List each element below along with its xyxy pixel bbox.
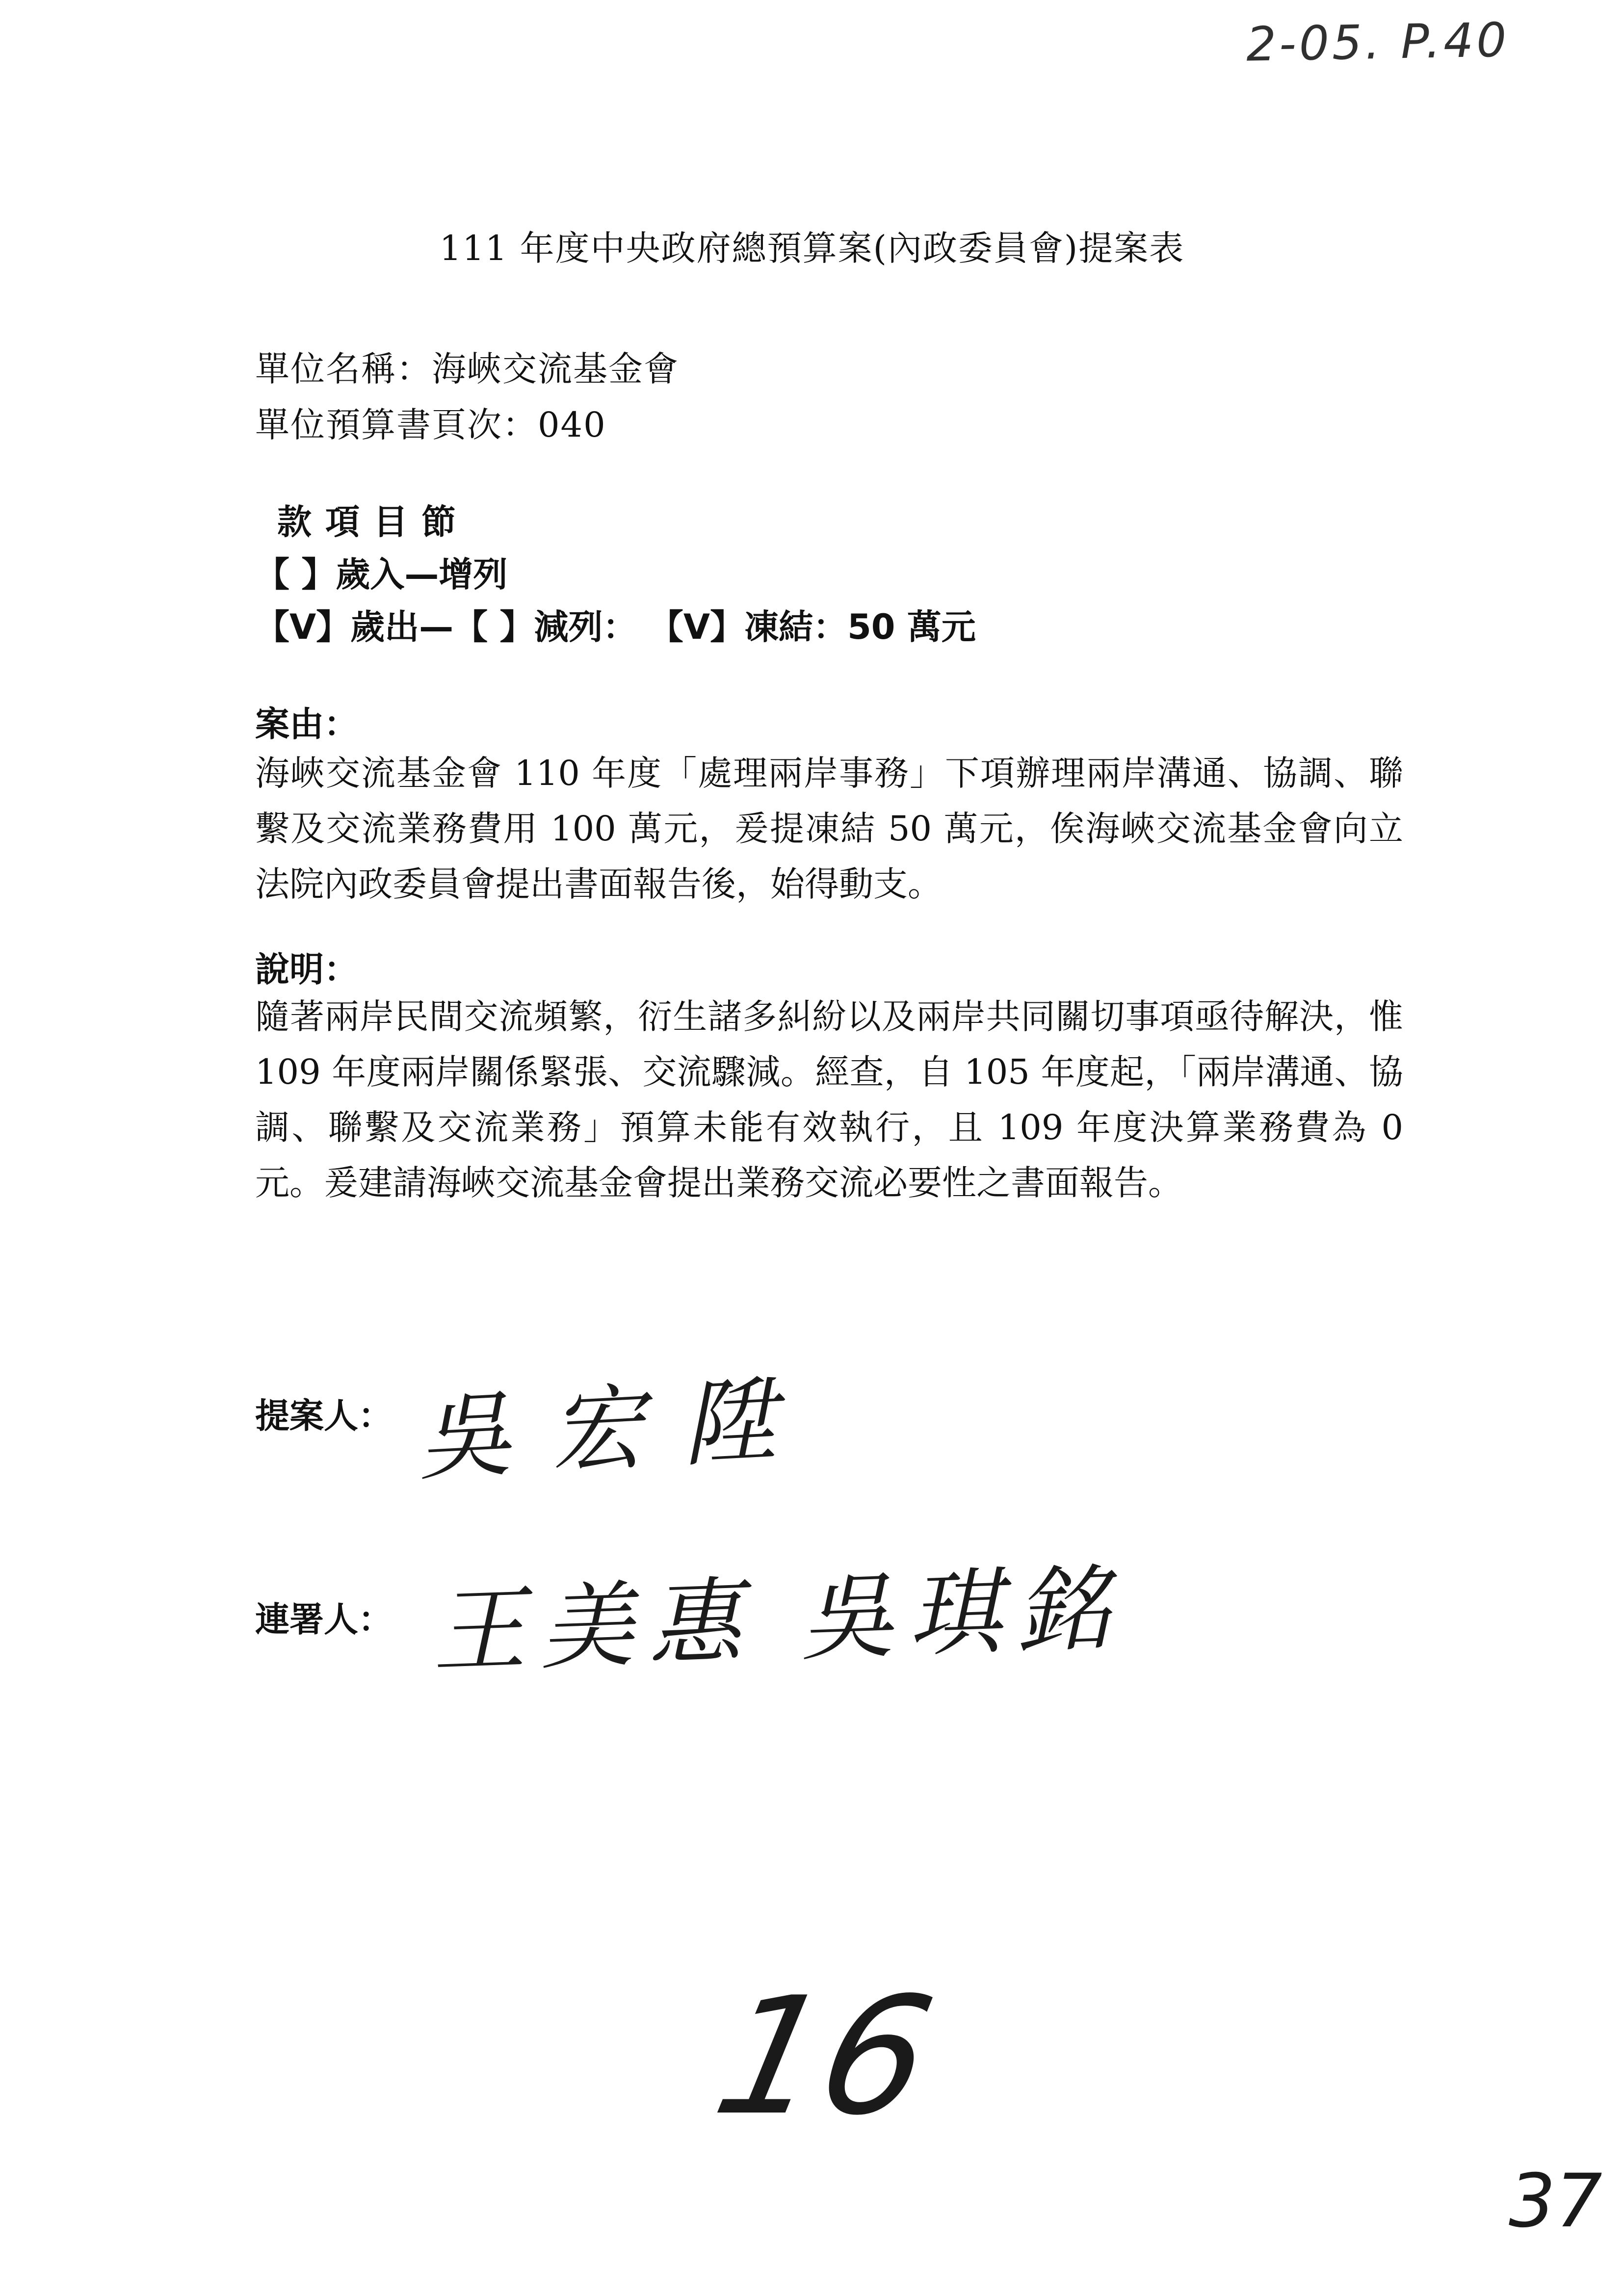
item-section-heading: 款項目節 <box>277 502 470 542</box>
unit-name: 單位名稱：海峽交流基金會 <box>255 349 679 389</box>
proposer-label: 提案人： <box>255 1396 393 1436</box>
page-title: 111 年度中央政府總預算案(內政委員會)提案表 <box>439 228 1185 268</box>
explanation-text: 隨著兩岸民間交流頻繁，衍生諸多糾紛以及兩岸共同關切事項亟待解決，惟 109 年度兩岸關係緊張、交流驟減。經查，自 105 年度起，「兩岸溝通、協調、聯繫及交流業務」預算未能有效執行，且 109 年度決算業務費為 0 元。爰建請海峽交流基金會提出業務交流必要性之書面報告。 <box>255 996 1403 1203</box>
handwritten-number: 16 <box>701 1962 947 2151</box>
handwritten-page-number: 37 <box>1509 2159 1602 2244</box>
reason-title: 案由： <box>255 704 358 744</box>
reason-text: 海峽交流基金會 110 年度「處理兩岸事務」下項辦理兩岸溝通、協調、聯繫及交流業務費用 100 萬元，爰提凍結 50 萬元，俟海峽交流基金會向立法院內政委員會提出書面報告後，始得動支。 <box>255 753 1403 904</box>
cosigner-signatures: 王美惠 吳琪銘 <box>430 1554 1126 1687</box>
explanation-title: 說明： <box>255 949 358 990</box>
option-revenue: 【 】歲入—增列 <box>255 554 508 595</box>
unit-budget-page: 單位預算書頁次：040 <box>255 405 606 445</box>
handwritten-reference: 2-05. P.40 <box>1246 12 1510 72</box>
option-expenditure: 【V】歲出—【 】減列： 【V】凍結：50 萬元 <box>255 607 976 647</box>
proposer-signature: 吳宏陞 <box>415 1364 818 1494</box>
cosigner-label: 連署人： <box>255 1599 393 1640</box>
